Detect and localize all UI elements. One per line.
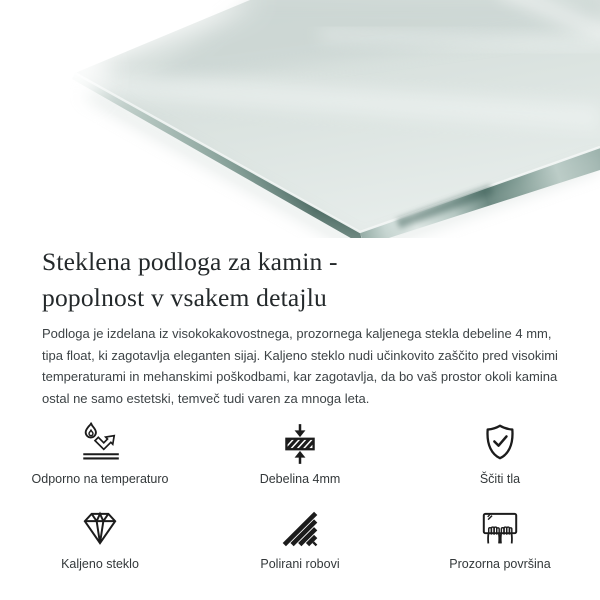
polished-edges-icon bbox=[277, 506, 323, 552]
temperature-resistant-icon bbox=[77, 421, 123, 467]
thickness-4mm-icon bbox=[277, 421, 323, 467]
feature-label: Prozorna površina bbox=[449, 557, 551, 572]
page-title-line1: Steklena podloga za kamin - bbox=[42, 247, 338, 276]
feature-label: Polirani robovi bbox=[260, 557, 340, 572]
page-title bbox=[42, 244, 562, 316]
feature-label: Debelina 4mm bbox=[259, 472, 341, 487]
feature-label: Ščiti tla bbox=[479, 472, 521, 487]
feature-tempered-glass bbox=[0, 506, 200, 571]
feature-temperature-resistant bbox=[0, 421, 200, 486]
product-intro bbox=[0, 244, 600, 409]
feature-polished-edges bbox=[200, 506, 400, 571]
feature-protects-floor bbox=[400, 421, 600, 486]
features-grid bbox=[0, 421, 600, 571]
glass-sheet-image bbox=[0, 0, 600, 238]
tempered-glass-diamond-icon bbox=[77, 506, 123, 552]
product-description: Podloga je izdelana iz visokokakovostnega, prozornega kaljenega stekla debeline 4 mm, tipa float, ki zagotavlja eleganten sijaj. Kaljeno steklo nudi učinkovito zaščito pred visokimi temperaturami in mehanskimi poškodbami, kar zagotavlja, da bo vaš prostor okoli kamina ostal ne samo estetski, temveč tudi varen za mnoga leta. bbox=[42, 326, 558, 406]
page-title-line2: popolnost v vsakem detajlu bbox=[42, 283, 327, 312]
feature-transparent-surface bbox=[400, 506, 600, 571]
feature-label: Kaljeno steklo bbox=[61, 557, 139, 572]
feature-label: Odporno na temperaturo bbox=[31, 472, 169, 487]
product-photo bbox=[0, 0, 600, 238]
shield-check-icon bbox=[477, 421, 523, 467]
feature-thickness-4mm bbox=[200, 421, 400, 486]
transparent-surface-hands-icon bbox=[477, 506, 523, 552]
